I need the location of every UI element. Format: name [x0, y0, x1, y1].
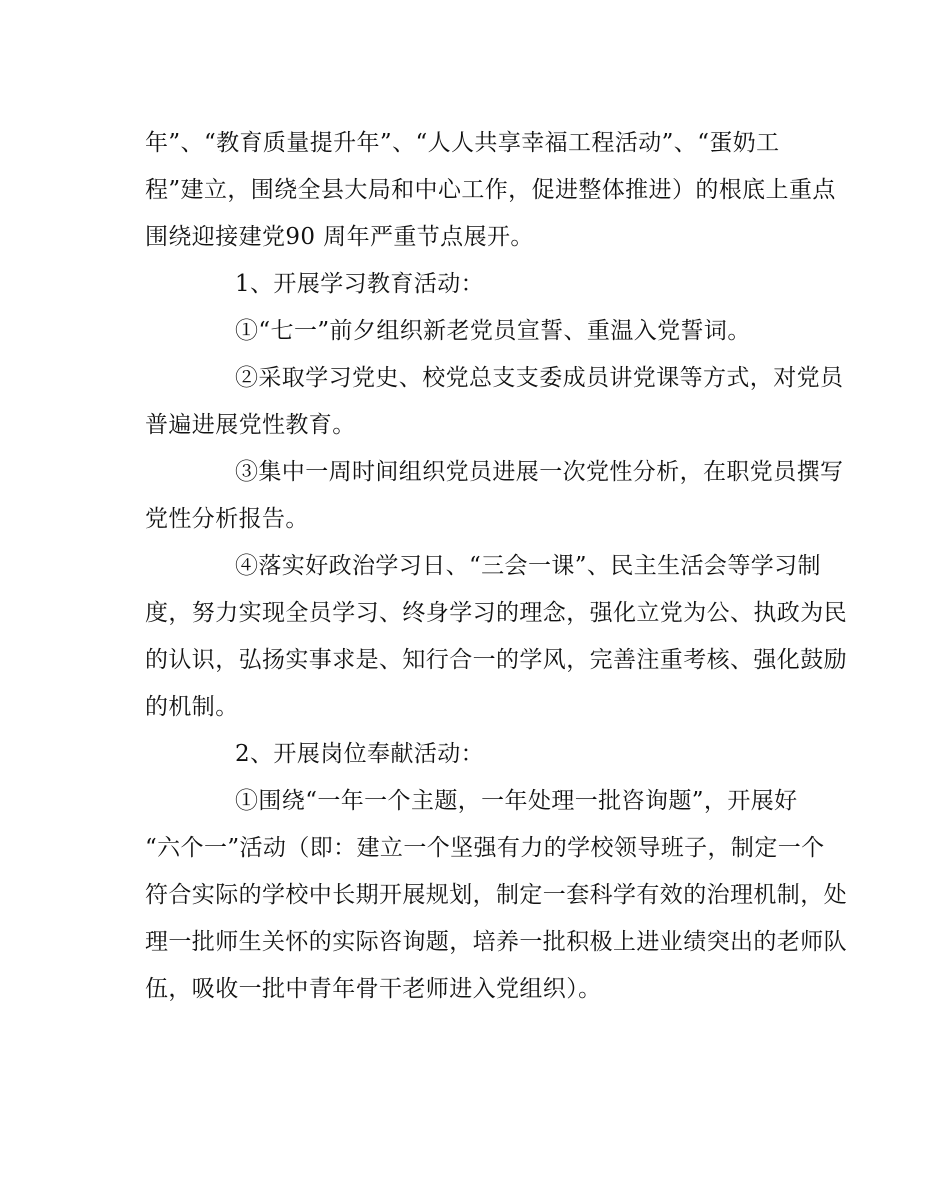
text-line: “六个一”活动（即：建立一个坚强有力的学校领导班子，制定一个: [145, 835, 825, 861]
text-line: 的认识，弘扬实事求是、知行合一的学风，完善注重考核、强化鼓励: [145, 647, 847, 673]
text-line: 围绕迎接建党90 周年严重节点展开。: [145, 224, 534, 250]
text-line: 年”、“教育质量提升年”、“人人共享幸福工程活动”、“蛋奶工: [145, 130, 780, 156]
text-line: 伍，吸收一批中青年骨干老师进入党组织）。: [145, 976, 602, 1002]
document-body: [145, 120, 847, 1013]
text-line: 度，努力实现全员学习、终身学习的理念，强化立党为公、执政为民: [145, 600, 847, 626]
text-line: 的机制。: [145, 694, 239, 720]
text-line: 党性分析报告。: [145, 506, 309, 532]
text-line: ④落实好政治学习日、“三会一课”、民主生活会等学习制: [235, 553, 821, 579]
text-line: 理一批师生关怀的实际咨询题，培养一批积极上进业绩突出的老师队: [145, 929, 847, 955]
text-line: 符合实际的学校中长期开展规划，制定一套科学有效的治理机制，处: [145, 882, 847, 908]
section-heading: 1、开展学习教育活动：: [235, 271, 485, 297]
text-line: 程”建立，围绕全县大局和中心工作，促进整体推进）的根底上重点: [145, 177, 836, 203]
section-heading: 2、开展岗位奉献活动：: [235, 741, 485, 767]
text-line: ①“七一”前夕组织新老党员宣誓、重温入党誓词。: [235, 318, 751, 344]
text-line: ①围绕“一年一个主题，一年处理一批咨询题”，开展好: [235, 788, 798, 814]
text-line: 普遍进展党性教育。: [145, 412, 356, 438]
text-line: ③集中一周时间组织党员进展一次党性分析，在职党员撰写: [235, 459, 844, 485]
text-line: ②采取学习党史、校党总支支委成员讲党课等方式，对党员: [235, 365, 844, 391]
